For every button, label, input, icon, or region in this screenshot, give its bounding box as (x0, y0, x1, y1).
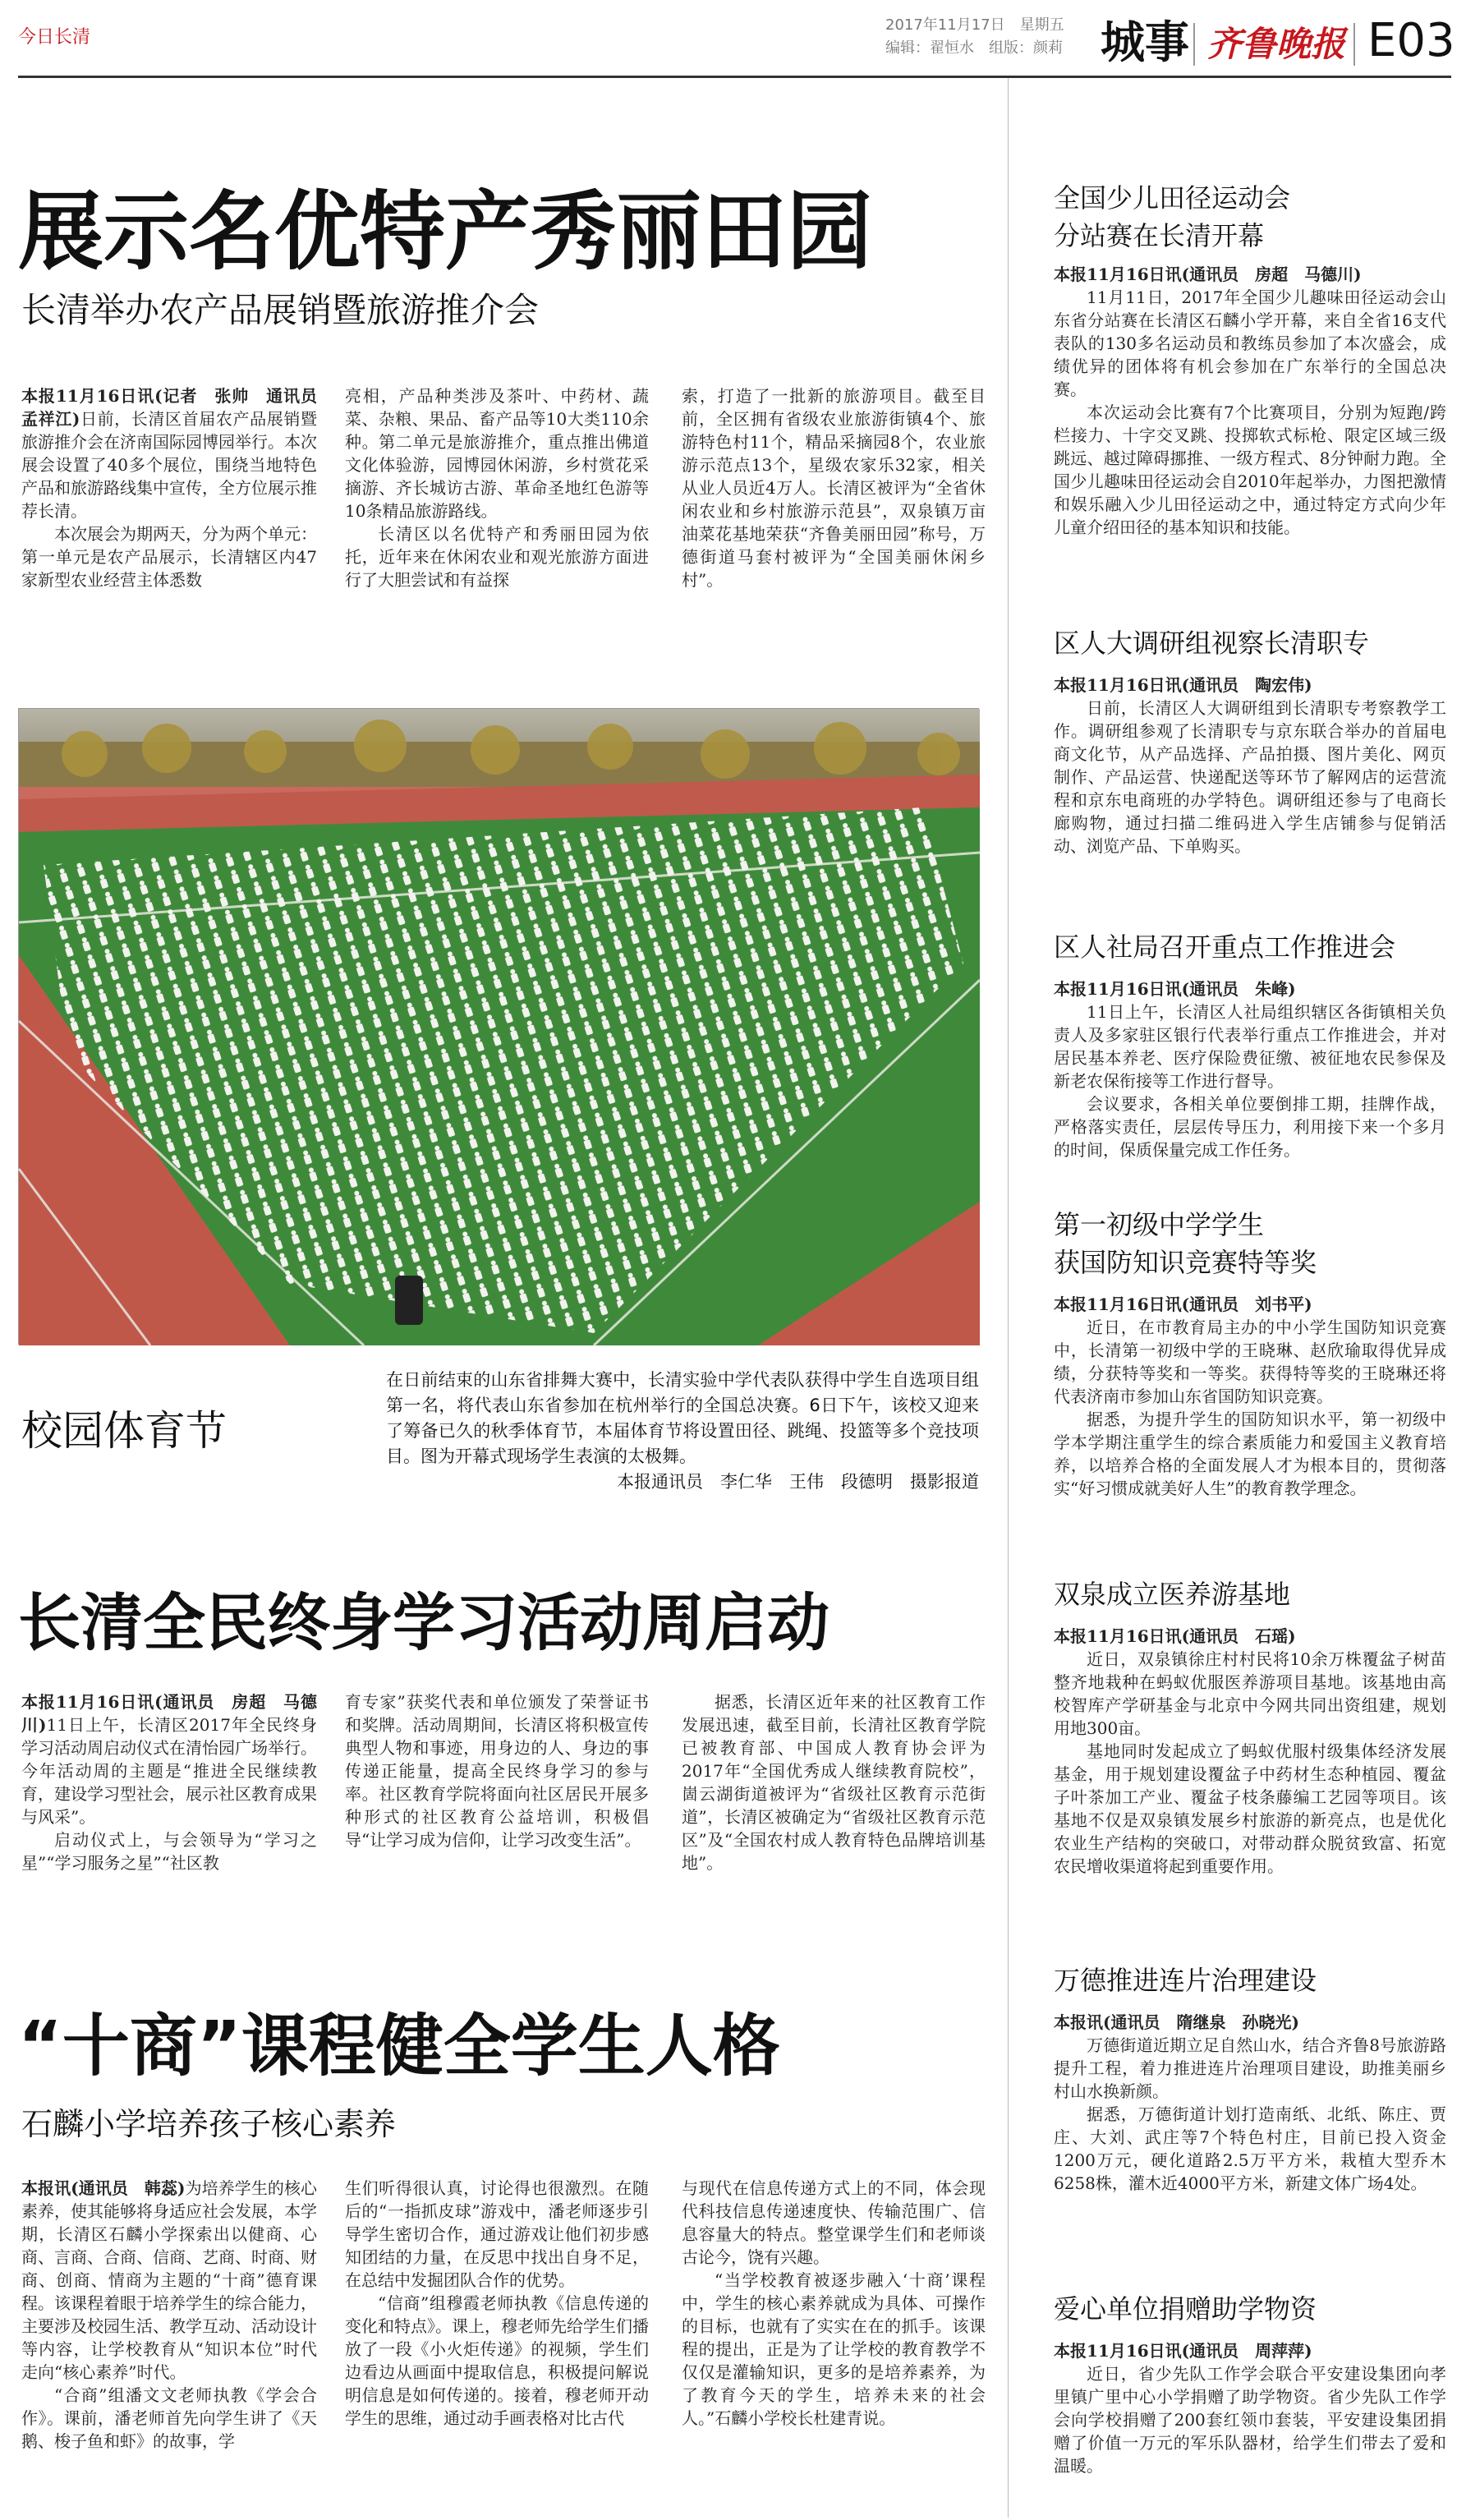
brief-donation (1054, 2290, 1446, 2520)
brief-title: 万德推进连片治理建设 (1054, 1965, 1317, 1996)
header-rule (18, 76, 1451, 78)
photo-label: 校园体育节 (21, 1407, 227, 1455)
article1-col1: 本报11月16日讯(记者 张帅 通讯员 孟祥江)日前，长清区首届农产品展销暨旅游推介会在济南国际园博园举行。本次展会设置了40多个展位，围绕当地特色产品和旅游路线集中宣传，全方位展示推荐长清。 本次展会为期两天，分为两个单元：第一单元是农产品展示，长清辖区内47家新型农业经营主体悉数 (21, 386, 333, 590)
brief-title: 爱心单位捐赠助学物资 (1054, 2293, 1317, 2325)
section-tag: 今日长清 (18, 27, 91, 48)
article3-col2: 生们听得很认真，讨论得也很激烈。在随后的“一指抓皮球”游戏中，潘老师逐步引导学生密切合作，通过游戏让他们初步感知团结的力量，在反思中找出自身不足，在总结中发掘团队合作的优势。 “信商”组穆霞老师执教《信息传递的变化和特点》。课上，穆老师先给学生们播放了一段《小火炬传递》的视频，学生们边看边从画面中提取信息，积极提问解说明信息是如何传递的。接着，穆老师开动学生的思维，通过动手画表格对比古代 (345, 2178, 649, 2428)
column-divider (1008, 78, 1009, 2518)
article1-col3: 索，打造了一批新的旅游项目。截至目前，全区拥有省级农业旅游街镇4个、旅游特色村11个，精品采摘园8个，农业旅游示范点13个，星级农家乐32家，相关从业人员近4万人。长清区被评为“全省休闲农业和乡村旅游示范县”，双泉镇万亩油菜花基地荣获“齐鲁美丽田园”称号，万德街道马套村被评为“全国美丽休闲乡村”。 (682, 386, 986, 590)
article1-subtitle: 长清举办农产品展销暨旅游推介会 (21, 290, 540, 330)
sports-festival-photo (18, 708, 979, 1345)
article2-col2: 育专家”获奖代表和单位颁发了荣誉证书和奖牌。活动周期间，长清区将积极宣传典型人物和事迹，用身边的人、身边的事传递正能量，提高全民终身学习的参与率。社区教育学院将面向社区居民开展多种形式的社区教育公益培训，积极倡导“让学习成为信仰，让学习改变生活”。 (345, 1692, 649, 1850)
article3-col1: 本报讯(通讯员 韩蕊)为培养学生的核心素养，使其能够将身适应社会发展，本学期，长清区石麟小学探索出以健商、心商、言商、合商、信商、艺商、时商、财商、创商、情商为主题的“十商”德育课程。该课程着眼于培养学生的综合能力，主要涉及校园生活、教学互动、活动设计等内容，让学校教育从“知识本位”时代走向“核心素养”时代。 “合商”组潘文文老师执教《学会合作》。课前，潘老师首先向学生讲了《天鹅、梭子鱼和虾》的故事，学 (21, 2178, 318, 2451)
editors-line: 编辑：翟恒水 组版：颜莉 (885, 39, 1063, 57)
taichi-field-image (19, 709, 980, 1345)
article2-byline: 本报11月16日讯(通讯员 房超 马德川) (21, 1692, 317, 1735)
header-divider (1193, 23, 1195, 66)
newspaper-logo: 齐鲁晚报 (1207, 24, 1346, 64)
brief-athletics (1054, 179, 1446, 567)
article2-title: 长清全民终身学习活动周启动 (18, 1586, 830, 1659)
brief-body: 本报11月16日讯(通讯员 房超 马德川) 11月11日，2017年全国少儿趣味田径运动会山东省分站赛在长清区石麟小学开幕，来自全省16支代表队的130多名运动员和教练员参加了本次盛会，成绩优异的团体将有机会参加在广东举行的全国总决赛。 本次运动会比赛有7个比赛项目，分别为短跑/跨栏接力、十字交叉跳、投掷软式标枪、限定区域三级跳远、越过障碍挪推、一级方程式、8分钟耐力跑。全国少儿趣味田径运动会自2010年起举办，力图把激情和娱乐融入少儿田径运动之中，通过特定方式向少年儿童介绍田径的基本知识和技能。 (1054, 264, 1446, 537)
article3-subtitle: 石麟小学培养孩子核心素养 (21, 2106, 397, 2142)
right-news-column (1054, 179, 1446, 2512)
photo-caption: 在日前结束的山东省排舞大赛中，长清实验中学代表队获得中学生自选项目组第一名，将代表山东省参加在杭州举行的全国总决赛。6日下午，该校又迎来了筹备已久的秋季体育节，本届体育节将设置田径、跳绳、投篮等多个竞技项目。图为开幕式现场学生表演的太极舞。 本报通讯员 李仁华 王伟 段德明 摄影报道 (386, 1368, 979, 1495)
brief-defense-contest (1054, 1206, 1446, 1580)
brief-body: 本报11月16日讯(通讯员 陶宏伟) 日前，长清区人大调研组到长清职专考察教学工作。调研组参观了长清职专与京东联合举办的首届电商文化节，从产品选择、产品拍摄、图片美化、网页制作、产品运营、快递配送等环节了解网店的运营流程和京东电商班的办学特色。调研组还参与了电商长廊购物，通过扫描二维码进入学生店铺参与促销活动、浏览产品、下单购买。 (1054, 675, 1446, 856)
brief-title: 双泉成立医养游基地 (1054, 1579, 1291, 1610)
brief-title: 第一初级中学学生 获国防知识竞赛特等奖 (1054, 1209, 1317, 1278)
article3-col3: 与现代在信息传递方式上的不同，体会现代科技信息传递速度快、传输范围广、信息容量大的特点。整堂课学生们和老师谈古论今，饶有兴趣。 “当学校教育被逐步融入‘十商’课程中，学生的核心素养就成为具体、可操作的目标，也就有了实实在在的抓手。该课程的提出，正是为了让学校的教育教学不仅仅是灌输知识，更多的是培养素养，为了教育今天的学生，培养未来的社会人。”石麟小学校长杜建青说。 (682, 2178, 986, 2428)
brief-npc-visit (1054, 624, 1446, 879)
article1-title: 展示名优特产秀丽田园 (18, 182, 873, 282)
article1-byline: 本报11月16日讯(记者 张帅 通讯员 孟祥江) (21, 386, 333, 429)
brief-health-base (1054, 1575, 1446, 1970)
brief-wande-governance (1054, 1961, 1446, 2257)
page-number: E03 (1367, 14, 1455, 67)
article2-col1: 本报11月16日讯(通讯员 房超 马德川)11日上午，长清区2017年全民终身学习活动周启动仪式在清怡园广场举行。今年活动周的主题是“推进全民继续教育，建设学习型社会，展示社区教育成果与风采”。 启动仪式上，与会领导为“学习之星”“学习服务之星”“社区教 (21, 1692, 317, 1873)
brief-body: 本报11月16日讯(通讯员 周萍萍) 近日，省少先队工作学会联合平安建设集团向孝里镇广里中心小学捐赠了助学物资。省少先队工作学会向学校捐赠了200套红领巾套装，平安建设集团捐赠了价值一万元的军乐队器材，给学生们带去了爱和温暖。 (1054, 2341, 1446, 2476)
brief-hr-meeting (1054, 928, 1446, 1183)
brief-title: 区人社局召开重点工作推进会 (1054, 931, 1396, 963)
brief-body: 本报11月16日讯(通讯员 石瑶) 近日，双泉镇徐庄村村民将10余万株覆盆子树苗整齐地栽种在蚂蚁优服医养游项目基地。该基地由高校智库产学研基金与北京中今网共同出资组建，规划用地300亩。 基地同时发起成立了蚂蚁优服村级集体经济发展基金，用于规划建设覆盆子中药材生态种植园、覆盆子叶茶加工产业、覆盆子枝条藤编工艺园等项目。该基地不仅是双泉镇发展乡村旅游的新亮点，也是优化农业生产结构的突破口，对带动群众脱贫致富、拓宽农民增收渠道将起到重要作用。 (1054, 1626, 1446, 1876)
teacher-figure (395, 1276, 423, 1325)
brief-title: 区人大调研组视察长清职专 (1054, 628, 1370, 659)
header-divider (1353, 23, 1355, 66)
issue-date: 2017年11月17日 星期五 (885, 16, 1064, 34)
brief-body: 本报讯(通讯员 隋继泉 孙晓光) 万德街道近期立足自然山水，结合齐鲁8号旅游路提升工程，着力推进连片治理项目建设，助推美丽乡村山水换新颜。 据悉，万德街道计划打造南纸、北纸、陈庄、贾庄、大刘、武庄等7个特色村庄，目前已投入资金1200万元，硬化道路2.5万平方米，栽植大型乔木6258株，灌木近4000平方米，新建文体广场4处。 (1054, 2012, 1446, 2193)
section-name: 城事 (1101, 16, 1189, 68)
brief-body: 本报11月16日讯(通讯员 刘书平) 近日，在市教育局主办的中小学生国防知识竞赛中，长清第一初级中学的王晓琳、赵欣瑜取得优异成绩，分获特等奖和一等奖。获得特等奖的王晓琳还将代表济南市参加山东省国防知识竞赛。 据悉，为提升学生的国防知识水平，第一初级中学本学期注重学生的综合素质能力和爱国主义教育培养，以培养合格的全面发展人才为根本目的，贯彻落实“好习惯成就美好人生”的教育教学理念。 (1054, 1294, 1446, 1498)
article2-col3: 据悉，长清区近年来的社区教育工作发展迅速，截至目前，长清社区教育学院已被教育部、中国成人教育协会评为2017年“全国优秀成人继续教育院校”，崮云湖街道被评为“省级社区教育示范街道”，长清区被确定为“省级社区教育示范区”及“全国农村成人教育特色品牌培训基地”。 (682, 1692, 986, 1873)
photo-credit: 本报通讯员 李仁华 王伟 段德明 摄影报道 (617, 1472, 979, 1492)
article3-title: “十商”课程健全学生人格 (18, 2007, 780, 2085)
brief-body: 本报11月16日讯(通讯员 朱峰) 11日上午，长清区人社局组织辖区各街镇相关负责人及多家驻区银行代表举行重点工作推进会，并对居民基本养老、医疗保险费征缴、被征地农民参保及新老农保衔接等工作进行督导。 会议要求，各相关单位要倒排工期，挂牌作战，严格落实责任，层层传导压力，利用接下来一个多月的时间，保质保量完成工作任务。 (1054, 979, 1446, 1160)
article3-byline: 本报讯(通讯员 韩蕊) (21, 2178, 186, 2198)
brief-title: 全国少儿田径运动会 分站赛在长清开幕 (1054, 182, 1291, 251)
article1-col2: 亮相，产品种类涉及茶叶、中药材、蔬菜、杂粮、果品、畜产品等10大类110余种。第二单元是旅游推介，重点推出佛道文化体验游，园博园休闲游，乡村赏花采摘游、齐长城访古游、革命圣地红色游等10条精品旅游路线。 长清区以名优特产和秀丽田园为依托，近年来在休闲农业和观光旅游方面进行了大胆尝试和有益探 (345, 386, 649, 590)
